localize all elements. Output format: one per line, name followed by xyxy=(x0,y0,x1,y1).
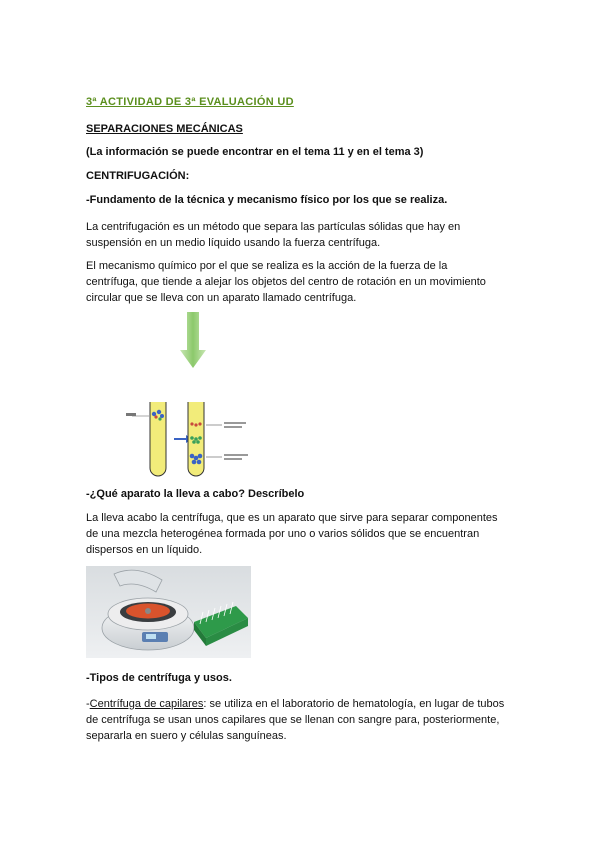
down-arrow-icon xyxy=(180,312,206,368)
info-note: (La información se puede encontrar en el tema 11 y en el tema 3) xyxy=(86,146,424,158)
paragraph-text: : se utiliza en el laboratorio de hematología, en lugar de tubos xyxy=(203,698,505,710)
paragraph-2 xyxy=(86,258,486,306)
paragraph-3 xyxy=(86,510,498,558)
paragraph-line: circular que se lleva con un aparato llamado centrífuga. xyxy=(86,292,357,304)
paragraph-line: separarla en suero y células sanguíneas. xyxy=(86,730,287,742)
paragraph-line: La centrifugación es un método que separa las partículas sólidas que hay en xyxy=(86,221,461,233)
capillary-centrifuge-term: Centrífuga de capilares xyxy=(89,698,204,710)
document-title: 3ª ACTIVIDAD DE 3ª EVALUACIÓN UD xyxy=(86,96,294,108)
paragraph-line: La lleva acabo la centrífuga, que es un aparato que sirve para separar componentes xyxy=(86,512,498,524)
paragraph-line: de una mezcla heterogénea formada por uno o varios sólidos que se encuentran xyxy=(86,528,480,540)
question-2: -¿Qué aparato la lleva a cabo? Descríbelo xyxy=(86,488,305,500)
paragraph-line: centrífuga, que tiende a alejar los objetos del centro de rotación en un movimiento xyxy=(86,276,486,288)
down-arrow-figure xyxy=(178,310,208,370)
subtitle: SEPARACIONES MECÁNICAS xyxy=(86,123,243,135)
question-1: -Fundamento de la técnica y mecanismo físico por los que se realiza. xyxy=(86,194,448,206)
paragraph-line xyxy=(86,696,504,712)
centrifuge-photo xyxy=(86,566,251,658)
paragraph-line: El mecanismo químico por el que se realiza es la acción de la fuerza de la xyxy=(86,260,448,272)
paragraph-line: dispersos en un líquido. xyxy=(86,544,203,556)
section-heading: CENTRIFUGACIÓN: xyxy=(86,170,190,182)
paragraph-1 xyxy=(86,219,460,251)
test-tubes-figure xyxy=(126,396,266,482)
paragraph-4 xyxy=(86,696,504,744)
dash: - xyxy=(86,698,90,710)
paragraph-line: suspensión en un medio líquido usando la fuerza centrífuga. xyxy=(86,237,381,249)
question-3: -Tipos de centrífuga y usos. xyxy=(86,672,232,684)
paragraph-line: de centrífuga se usan unos capilares que se llenan con sangre para, posteriormente, xyxy=(86,714,500,726)
